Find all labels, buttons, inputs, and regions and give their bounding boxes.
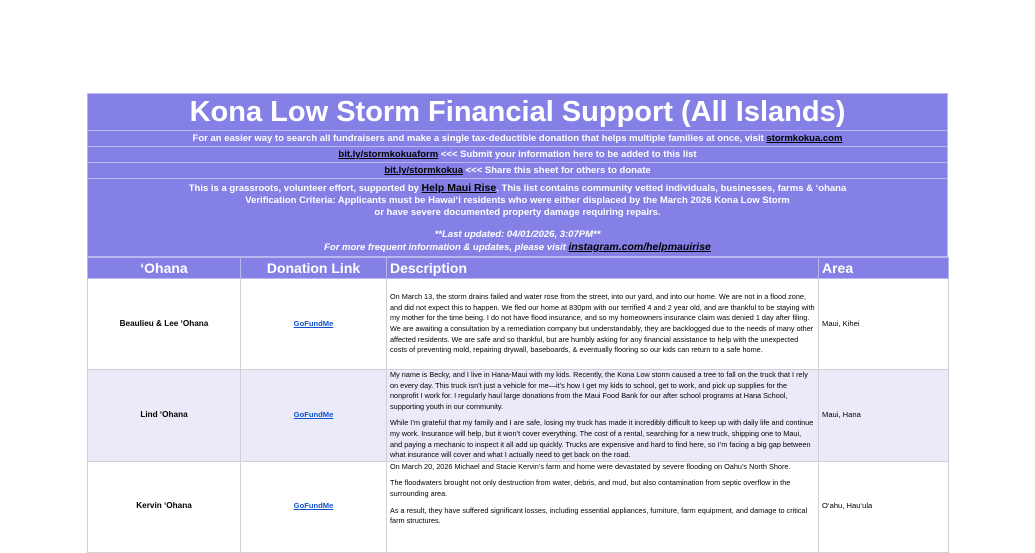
ohana-name: Kervin ‘Ohana	[88, 461, 241, 552]
last-updated: **Last updated: 04/01/2026, 3:07PM**	[434, 229, 601, 240]
col-donation-link: Donation Link	[241, 258, 387, 279]
description-paragraph: My name is Becky, and I live in Hana-Maui with my kids. Recently, the Kona Low storm caused a tree to fall on the truck that I rely on every day. This truck isn’t just a vehicle for me—it’s how I get my kids to school, get to work, and pick up supplies for the nonprofit I work for. I regularly haul large donations from the Maui Food Bank for our after school programs at Hana School, supporting youth in our community.	[390, 370, 808, 411]
fundraiser-table	[87, 257, 949, 553]
description-cell	[387, 461, 819, 552]
gofundme-link[interactable]: GoFundMe	[293, 318, 334, 328]
share-sheet-row	[88, 162, 947, 178]
submit-form-link[interactable]: bit.ly/stormkokuaform	[338, 149, 439, 160]
stormkokua-link[interactable]: stormkokua.com	[766, 133, 843, 144]
header-banner	[87, 93, 948, 257]
col-ohana: ‘Ohana	[88, 258, 241, 279]
donation-cell	[241, 370, 387, 462]
description-paragraph: As a result, they have suffered significant losses, including essential appliances, furniture, farm equipment, and damage to critical farm structures.	[390, 505, 808, 526]
description-paragraph: While I’m grateful that my family and I are safe, losing my truck has made it incredibly difficult to keep up with daily life and continue my work. Insurance will help, but it won’t cover everything. The cost of a rental, searching for a new truck, shipping one to Maui, and paying a mechanic to inspect it all add up quickly. Trucks are expensive and hard to find here, so I’m facing a big gap between what insurance will cover and what I actually need to get back on the road.	[390, 418, 814, 460]
instagram-link[interactable]: instagram.com/helpmauirise	[568, 241, 711, 253]
table-row	[88, 279, 949, 370]
table-header-row	[88, 258, 949, 279]
area-cell: Maui, Hana	[819, 370, 949, 462]
share-sheet-link[interactable]: bit.ly/stormkokua	[384, 165, 463, 176]
description-cell	[387, 279, 819, 370]
ohana-name: Lind ‘Ohana	[88, 370, 241, 462]
description-cell	[387, 370, 819, 462]
table-row	[88, 370, 949, 462]
info-block	[88, 178, 947, 223]
description-paragraph: The floodwaters brought not only destruction from water, debris, and mud, but also contamination from septic overflow in the surrounding area.	[390, 478, 791, 498]
description-paragraph: On March 13, the storm drains failed and water rose from the street, into our yard, and into our home. We are not in a flood zone, and did not expect this to happen. We fled our home at 830pm with our terrified 4 and 2 year old, and are thankful to be staying with my mother for the time being. I do not have flood insurance, and so my homeowners insurance claim was denied 1 day after filing. We are awaiting a consultation by a remediation company but understandably, they are backlogged due to the needs of many other affected residents. We are safe and so thankful, but are humbly asking for any financial assistance to help with the unexpected costs of preventing mold, repairing drywall, baseboards, & eventually flooring so our kids can return to a safe home.	[390, 292, 815, 355]
page-title: Kona Low Storm Financial Support (All Islands)	[189, 96, 846, 128]
stormkokua-row	[88, 130, 947, 146]
share-sheet-text: <<< Share this sheet for others to donate	[463, 165, 651, 176]
info-line-1	[88, 182, 947, 195]
donation-cell	[241, 279, 387, 370]
updates-block	[88, 223, 947, 256]
submit-form-text: <<< Submit your information here to be added to this list	[438, 149, 697, 160]
help-maui-rise-link[interactable]: Help Maui Rise	[421, 182, 497, 194]
info-text-b: . This list contains community vetted individuals, businesses, farms & ‘ohana	[496, 183, 847, 194]
col-area: Area	[819, 258, 949, 279]
table-row	[88, 461, 949, 552]
ohana-name: Beaulieu & Lee ‘Ohana	[88, 279, 241, 370]
col-description: Description	[387, 258, 819, 279]
spreadsheet	[87, 93, 948, 553]
gofundme-link[interactable]: GoFundMe	[293, 501, 334, 511]
submit-form-row	[88, 146, 947, 162]
donation-cell	[241, 461, 387, 552]
info-text-a: This is a grassroots, volunteer effort, supported by	[188, 183, 422, 194]
description-paragraph: On March 20, 2026 Michael and Stacie Kervin’s farm and home were devastated by severe flooding on Oahu’s North Shore.	[390, 461, 791, 471]
updates-line	[88, 241, 947, 254]
area-cell: Maui, Kihei	[819, 279, 949, 370]
verification-line: Verification Criteria: Applicants must be Hawai‘i residents who were either displaced by the March 2026 Kona Low Storm	[245, 195, 790, 206]
area-cell: O‘ahu, Hau‘ula	[819, 461, 949, 552]
updates-text: For more frequent information & updates, please visit	[324, 242, 569, 253]
gofundme-link[interactable]: GoFundMe	[293, 410, 334, 420]
verification-line-2: or have severe documented property damage requiring repairs.	[374, 207, 661, 218]
stormkokua-text: For an easier way to search all fundraisers and make a single tax-deductible donation that helps multiple families at once, visit	[192, 133, 767, 144]
